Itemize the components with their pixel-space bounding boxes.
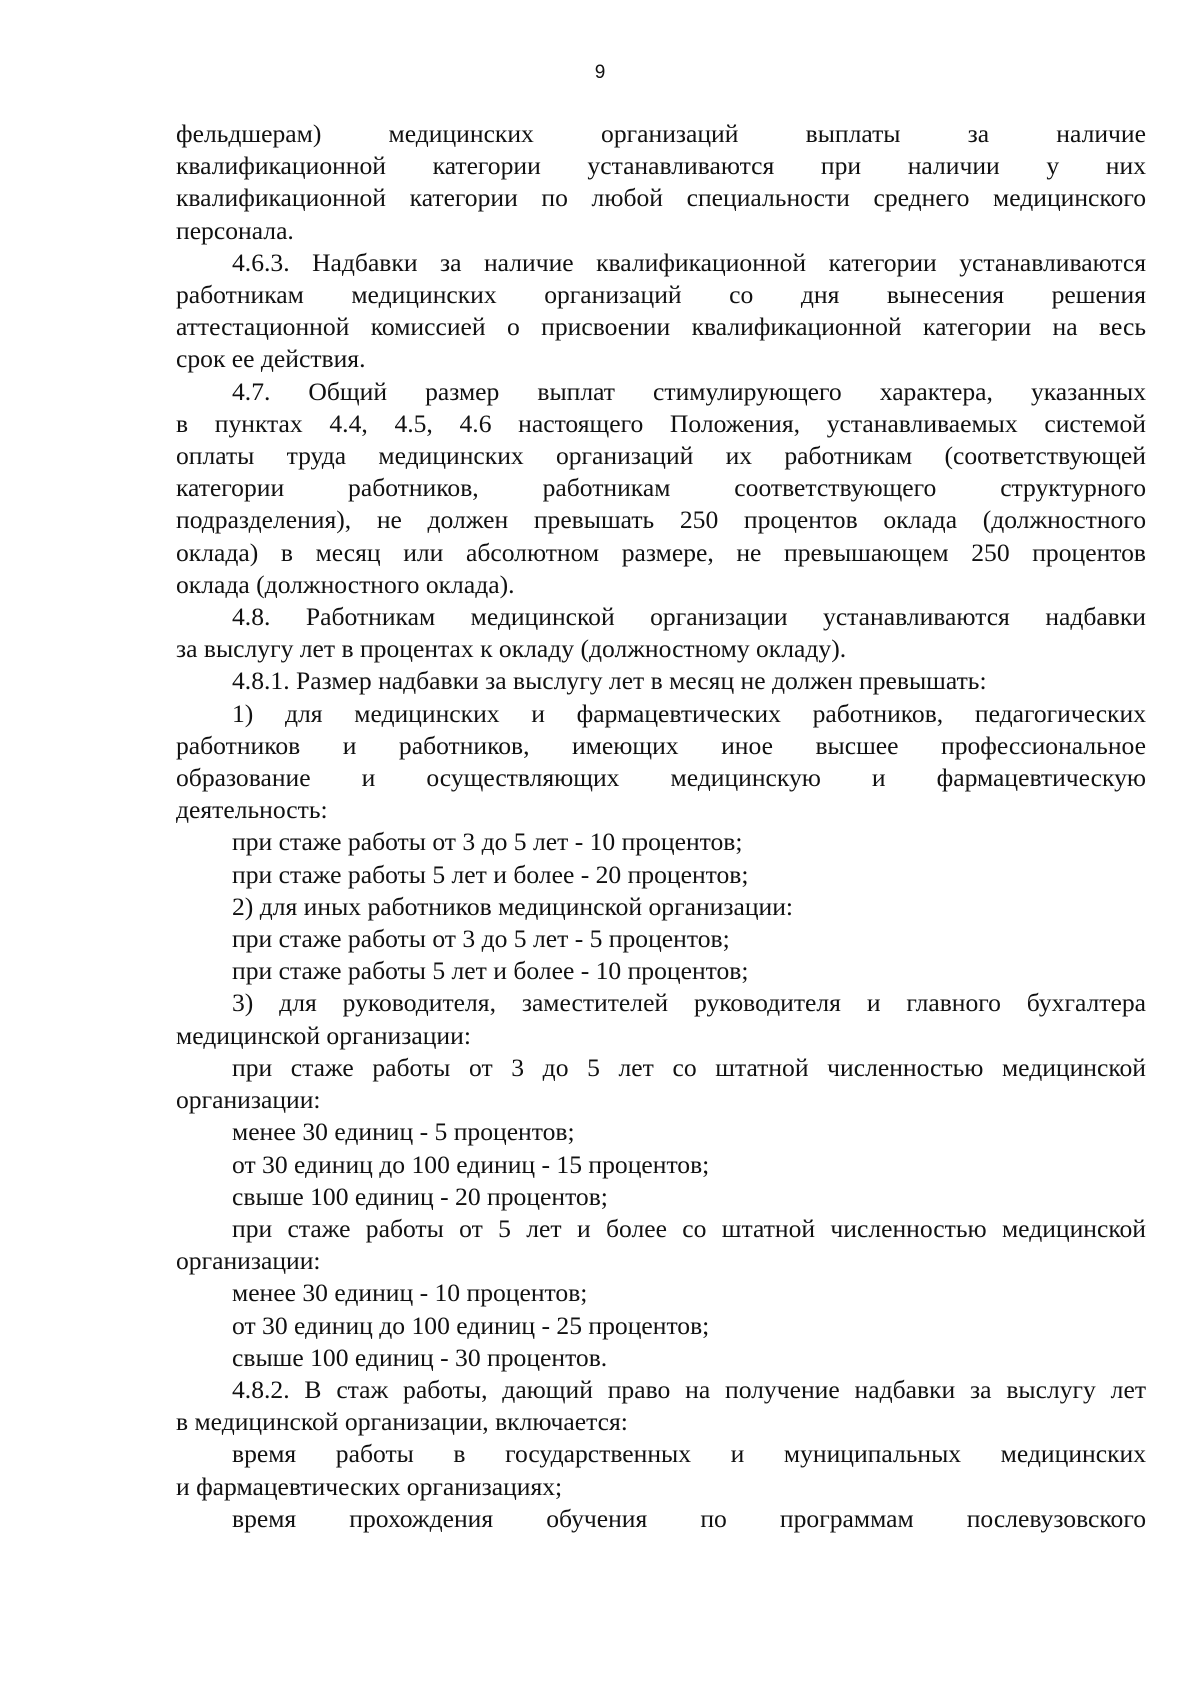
text-line: деятельность: <box>176 795 328 825</box>
text-line: 4.7. Общий размер выплат стимулирующего характера, указанных <box>232 376 1146 406</box>
text-line: при стаже работы от 3 до 5 лет со штатной численностью медицинской <box>232 1052 1146 1082</box>
text-line: работникам медицинских организаций со дня вынесения решения <box>176 280 1146 310</box>
text-line: персонала. <box>176 215 294 245</box>
text-line: при стаже работы 5 лет и более - 20 процентов; <box>232 859 749 889</box>
text-line: организации: <box>176 1246 321 1276</box>
text-line: 4.6.3. Надбавки за наличие квалификационной категории устанавливаются <box>232 247 1146 277</box>
text-line: аттестационной комиссией о присвоении квалификационной категории на весь <box>176 312 1146 342</box>
text-line: от 30 единиц до 100 единиц - 25 процентов; <box>232 1310 710 1340</box>
text-line: время прохождения обучения по программам послевузовского <box>232 1503 1146 1533</box>
text-line: при стаже работы от 5 лет и более со штатной численностью медицинской <box>232 1213 1146 1243</box>
text-line: за выслугу лет в процентах к окладу (должностному окладу). <box>176 634 847 664</box>
text-line: 4.8.1. Размер надбавки за выслугу лет в месяц не должен превышать: <box>232 666 987 696</box>
text-line: время работы в государственных и муниципальных медицинских <box>232 1439 1146 1469</box>
text-line: 1) для медицинских и фармацевтических работников, педагогических <box>232 698 1146 728</box>
text-line: 2) для иных работников медицинской организации: <box>232 891 794 921</box>
text-line: менее 30 единиц - 5 процентов; <box>232 1117 575 1147</box>
text-line: организации: <box>176 1085 321 1115</box>
text-line: подразделения), не должен превышать 250 процентов оклада (должностного <box>176 505 1146 535</box>
text-line: 4.8.2. В стаж работы, дающий право на получение надбавки за выслугу лет <box>232 1374 1146 1404</box>
text-line: оклада) в месяц или абсолютном размере, не превышающем 250 процентов <box>176 537 1146 567</box>
text-line: менее 30 единиц - 10 процентов; <box>232 1278 588 1308</box>
text-line: образование и осуществляющих медицинскую и фармацевтическую <box>176 763 1146 793</box>
text-line: работников и работников, имеющих иное высшее профессиональное <box>176 730 1146 760</box>
text-line: свыше 100 единиц - 30 процентов. <box>232 1342 608 1372</box>
text-line: 3) для руководителя, заместителей руководителя и главного бухгалтера <box>232 988 1146 1018</box>
text-line: категории работников, работникам соответствующего структурного <box>176 473 1146 503</box>
text-line: срок ее действия. <box>176 344 366 374</box>
text-line: фельдшерам) медицинских организаций выплаты за наличие <box>176 119 1146 148</box>
text-line: при стаже работы от 3 до 5 лет - 10 процентов; <box>232 827 743 857</box>
text-line: при стаже работы 5 лет и более - 10 процентов; <box>232 956 749 986</box>
page-number: 9 <box>594 62 606 83</box>
text-line: от 30 единиц до 100 единиц - 15 процентов; <box>232 1149 710 1179</box>
text-line: в пунктах 4.4, 4.5, 4.6 настоящего Положения, устанавливаемых системой <box>176 408 1146 438</box>
text-line: свыше 100 единиц - 20 процентов; <box>232 1181 608 1211</box>
text-line: оклада (должностного оклада). <box>176 569 515 599</box>
text-line: квалификационной категории по любой специальности среднего медицинского <box>176 183 1146 213</box>
text-line: оплаты труда медицинских организаций их работникам (соответствующей <box>176 441 1146 471</box>
text-line: медицинской организации: <box>176 1020 471 1050</box>
text-line: квалификационной категории устанавливаются при наличии у них <box>176 151 1146 181</box>
text-line: при стаже работы от 3 до 5 лет - 5 процентов; <box>232 924 730 954</box>
document-body <box>176 118 1146 1535</box>
text-line: в медицинской организации, включается: <box>176 1407 628 1437</box>
text-line: и фармацевтических организациях; <box>176 1471 563 1501</box>
text-line: 4.8. Работникам медицинской организации устанавливаются надбавки <box>232 602 1146 632</box>
